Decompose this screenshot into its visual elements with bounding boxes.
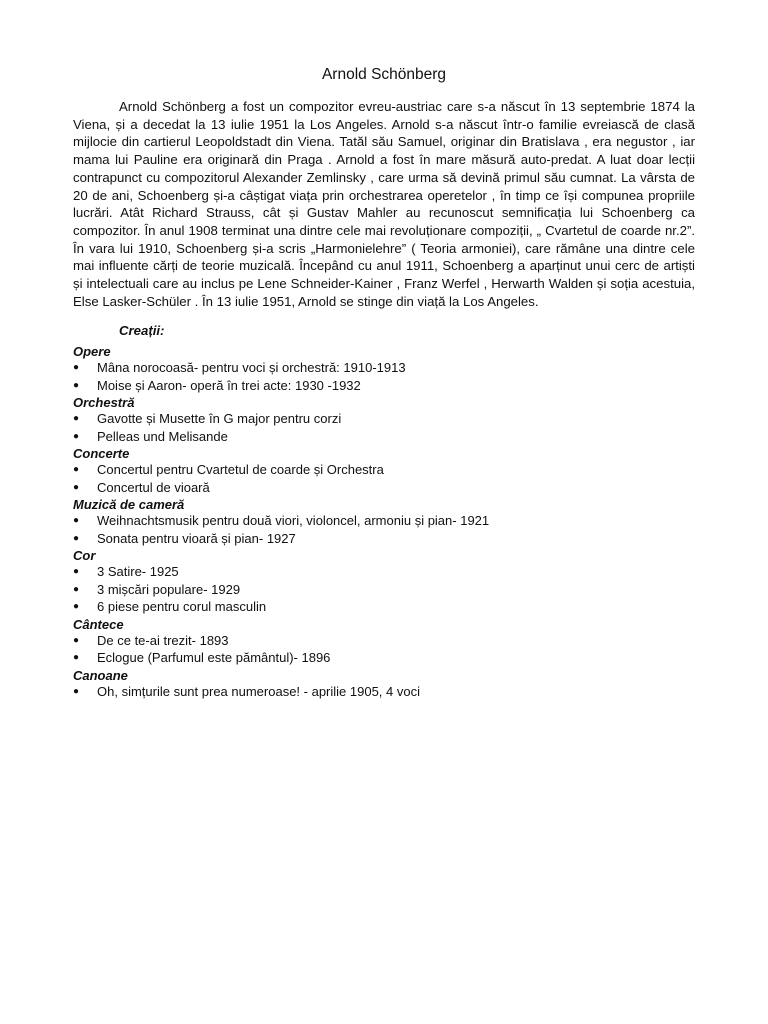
bullet-icon: ● bbox=[73, 566, 80, 578]
list-item-text: Moise și Aaron- operă în trei acte: 1930 -1932 bbox=[97, 377, 361, 393]
section-heading: Cântece bbox=[73, 616, 124, 632]
list-item bbox=[73, 683, 695, 701]
list-item-text: Mâna norocoasă- pentru voci și orchestră: 1910-1913 bbox=[97, 360, 406, 376]
list-item bbox=[73, 530, 695, 548]
list-item-text: 6 piese pentru corul masculin bbox=[97, 599, 267, 615]
bullet-icon: ● bbox=[73, 583, 80, 595]
biography-paragraph: Arnold Schönberg a fost un compozitor evreu-austriac care s-a născut în 13 septembrie 1874 la Viena, și a decedat la 13 iulie 1951 la Los Angeles. Arnold s-a născut într-o familie evreiască de clasă mijlocie din cartierul Leopoldstadt din Viena. Tatăl său Samuel, originar din Bratislava , era negustor , iar mama lui Pauline era originară din Praga . Arnold a fost în mare măsură auto-predat. A luat doar lecții contrapunct cu compozitorul Alexander Zemlinsky , care urma să devină primul său cumnat. La vârsta de 20 de ani, Schoenberg și-a câștigat viața prin orchestrarea operetelor , în timp ce își compunea propriile lucrări. Atât Richard Strauss, cât și Gustav Mahler au recunoscut semnificația lui Schoenberg ca compozitor. În anul 1908 terminat una dintre cele mai revoluționare compoziții, „ Cvartetul de coarde nr.2”. În vara lui 1910, Schoenberg și-a scris „Harmonielehre” ( Teoria armoniei), care rămâne una dintre cele mai influente cărți de teorie muzicală. Începând cu anul 1911, Schoenberg a aparținut unui cerc de artiști și intelectuali care au inclus pe Lene Schneider-Kainer , Franz Werfel , Herwarth Walden și soția acestuia, Else Lasker-Schüler . În 13 iulie 1951, Arnold se stinge din viață la Los Angeles. bbox=[73, 99, 695, 309]
list-item bbox=[73, 410, 695, 428]
list-item-text: Weihnachtsmusik pentru două viori, violoncel, armoniu și pian- 1921 bbox=[97, 513, 490, 529]
works-list bbox=[73, 344, 695, 700]
list-item bbox=[73, 563, 695, 581]
bullet-icon: ● bbox=[73, 464, 80, 476]
list-item-text: 3 mișcări populare- 1929 bbox=[97, 581, 241, 597]
list-item bbox=[73, 649, 695, 667]
list-item bbox=[73, 632, 695, 650]
bullet-icon: ● bbox=[73, 532, 80, 544]
list-item bbox=[73, 428, 695, 446]
section-list bbox=[73, 410, 695, 445]
bullet-icon: ● bbox=[73, 362, 80, 374]
bullet-icon: ● bbox=[73, 652, 80, 664]
bullet-icon: ● bbox=[73, 481, 80, 493]
bullet-icon: ● bbox=[73, 379, 80, 391]
list-item bbox=[73, 512, 695, 530]
list-item-text: Pelleas und Melisande bbox=[97, 428, 228, 444]
list-item bbox=[73, 598, 695, 616]
bullet-icon: ● bbox=[73, 413, 80, 425]
section-list bbox=[73, 512, 695, 547]
section-heading: Orchestră bbox=[73, 395, 135, 411]
bullet-icon: ● bbox=[73, 601, 80, 613]
section-heading: Canoane bbox=[73, 667, 128, 683]
list-item-text: 3 Satire- 1925 bbox=[97, 564, 179, 580]
list-item-text: Gavotte și Musette în G major pentru corzi bbox=[97, 411, 342, 427]
bullet-icon: ● bbox=[73, 515, 80, 527]
section-heading: Cor bbox=[73, 548, 96, 564]
section-heading: Concerte bbox=[73, 446, 130, 462]
bullet-icon: ● bbox=[73, 430, 80, 442]
section-heading: Opere bbox=[73, 344, 111, 360]
section-list bbox=[73, 632, 695, 667]
works-label: Creații: bbox=[119, 323, 165, 339]
list-item-text: Eclogue (Parfumul este pământul)- 1896 bbox=[97, 650, 331, 666]
bullet-icon: ● bbox=[73, 685, 80, 697]
list-item bbox=[73, 359, 695, 377]
list-item-text: Concertul pentru Cvartetul de coarde și Orchestra bbox=[97, 462, 384, 478]
bullet-icon: ● bbox=[73, 634, 80, 646]
list-item-text: Sonata pentru vioară și pian- 1927 bbox=[97, 530, 296, 546]
list-item bbox=[73, 461, 695, 479]
section-list bbox=[73, 683, 695, 701]
section-list bbox=[73, 359, 695, 394]
section-heading: Muzică de cameră bbox=[73, 497, 185, 513]
list-item-text: Concertul de vioară bbox=[97, 479, 210, 495]
document-title: Arnold Schönberg bbox=[321, 66, 447, 83]
document-page bbox=[73, 66, 695, 701]
section-list bbox=[73, 461, 695, 496]
list-item-text: Oh, simțurile sunt prea numeroase! - aprilie 1905, 4 voci bbox=[97, 683, 420, 699]
section-list bbox=[73, 563, 695, 616]
list-item bbox=[73, 377, 695, 395]
list-item bbox=[73, 581, 695, 599]
list-item bbox=[73, 479, 695, 497]
list-item-text: De ce te-ai trezit- 1893 bbox=[97, 632, 229, 648]
